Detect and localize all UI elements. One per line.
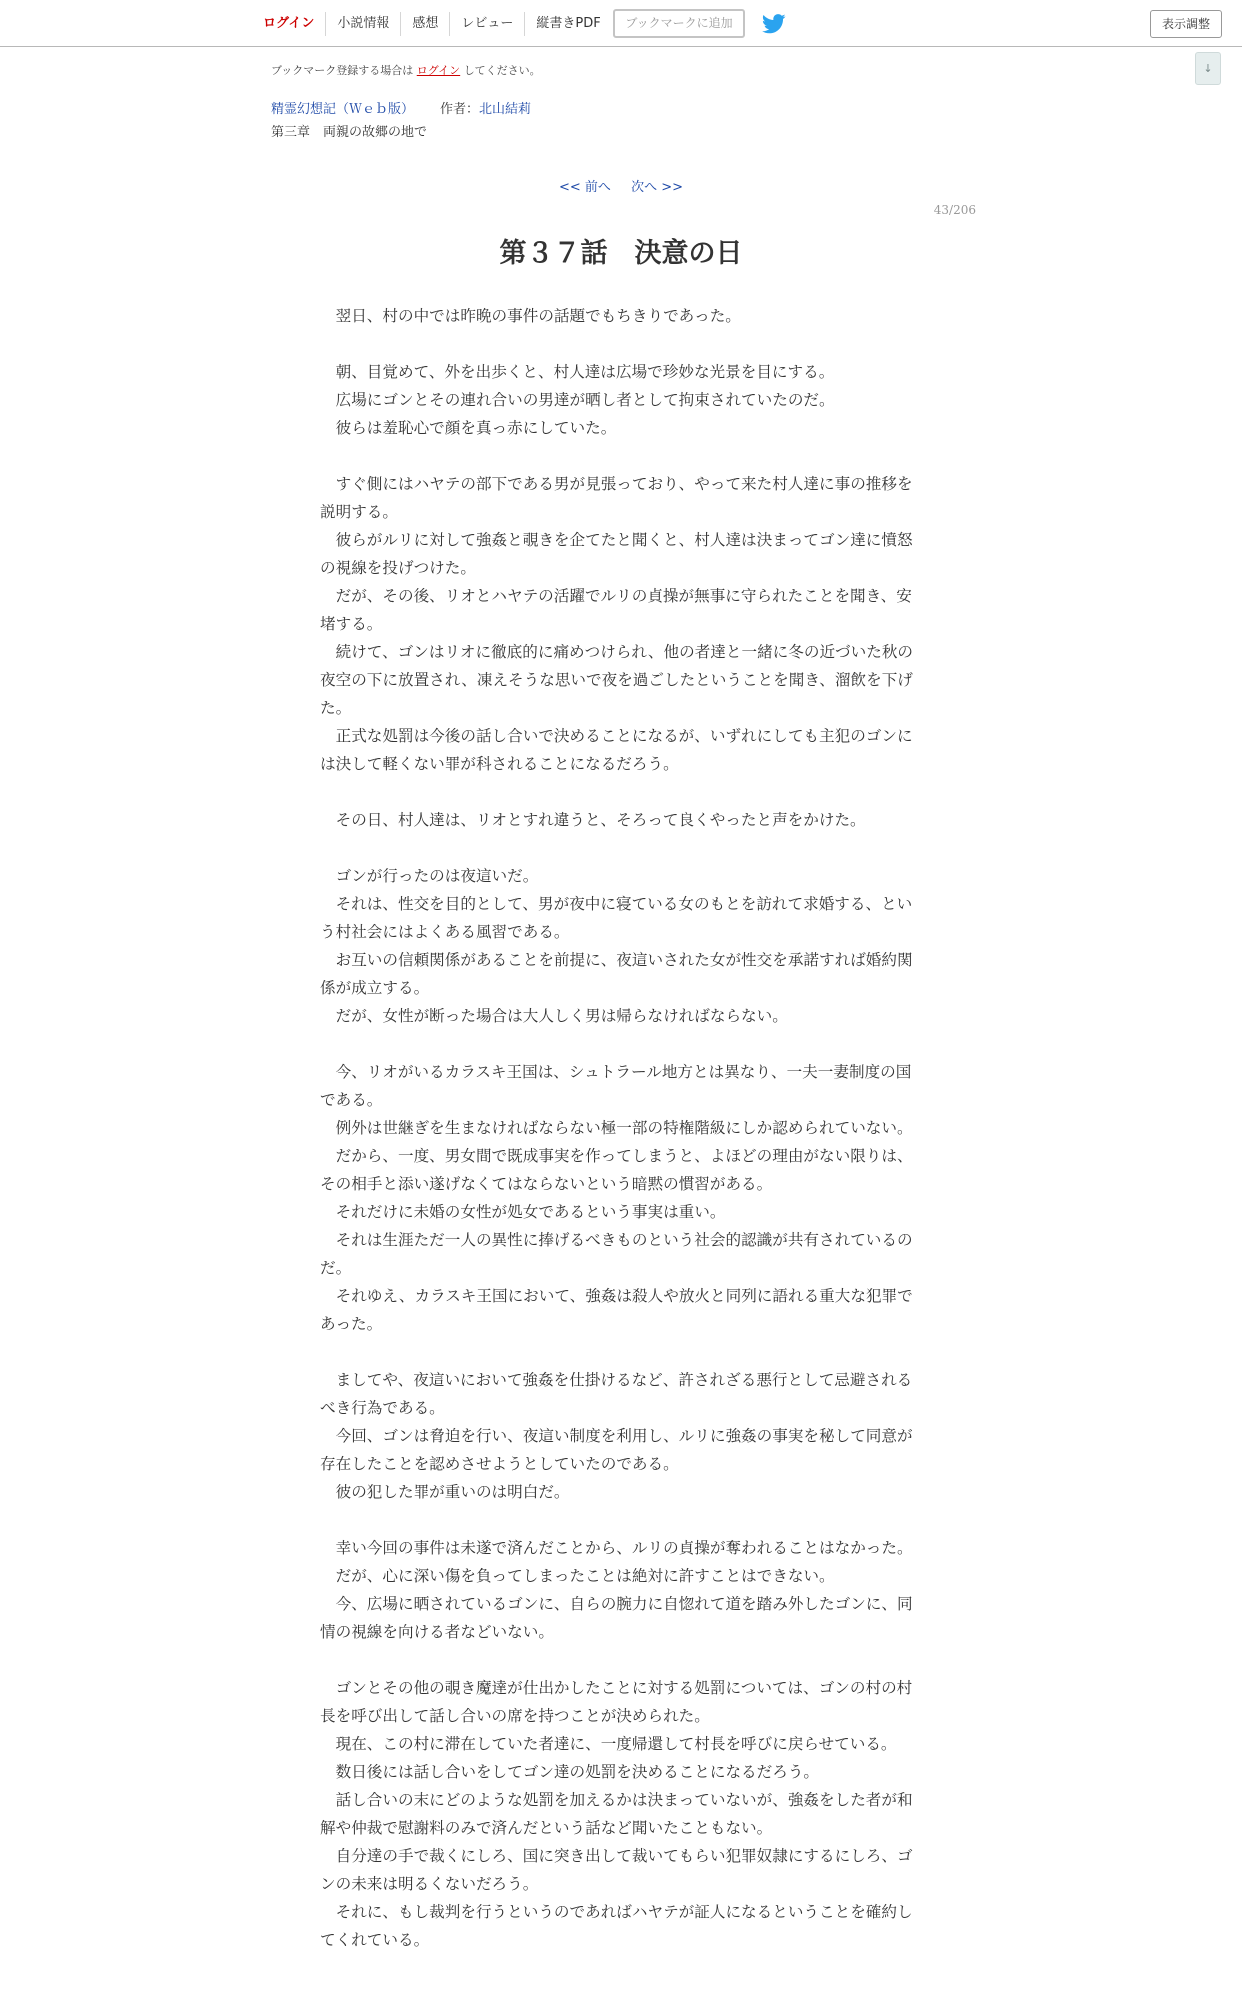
add-bookmark-button[interactable]: ブックマークに追加 (613, 9, 745, 38)
episode-title: 第３７話 決意の日 (499, 238, 743, 269)
body-paragraph: それは生涯ただ一人の異性に捧げるべきものという社会的認識が共有されているのだ。 (320, 1231, 913, 1277)
notice-text-after: してください。 (463, 64, 541, 77)
body-paragraph: それだけに未婚の女性が処女であるという事実は重い。 (320, 1203, 726, 1221)
body-paragraph: 現在、この村に滞在していた者達に、一度帰還して村長を呼びに戻らせている。 (320, 1735, 897, 1753)
twitter-bird-icon[interactable] (762, 14, 786, 34)
nav-novel-info[interactable]: 小説情報 (326, 12, 401, 36)
body-paragraph: だから、一度、男女間で既成事実を作ってしまうと、よほどの理由がない限りは、その相手と添い遂げなくてはならないという暗黙の慣習がある。 (320, 1147, 913, 1193)
body-paragraph: 正式な処罰は今後の話し合いで決めることになるが、いずれにしても主犯のゴンには決して軽くない罪が科されることになるだろう。 (320, 727, 913, 773)
chapter-title: 第三章 両親の故郷の地で (271, 125, 428, 140)
body-paragraph: それゆえ、カラスキ王国において、強姦は殺人や放火と同列に語れる重大な犯罪であった。 (320, 1287, 913, 1333)
body-paragraph: 今回、ゴンは脅迫を行い、夜這い制度を利用し、ルリに強姦の事実を秘して同意が存在したことを認めさせようとしていたのである。 (320, 1427, 913, 1473)
nav-login[interactable]: ログイン (252, 12, 326, 36)
nav-menu (252, 0, 612, 47)
nav-impressions[interactable]: 感想 (401, 12, 450, 36)
body-paragraph: 自分達の手で裁くにしろ、国に突き出して裁いてもらい犯罪奴隷にするにしろ、ゴンの未来は明るくないだろう。 (320, 1847, 913, 1893)
novel-meta (271, 98, 531, 117)
body-paragraph: ゴンとその他の覗き魔達が仕出かしたことに対する処罰については、ゴンの村の村長を呼び出して話し合いの席を持つことが決められた。 (320, 1679, 913, 1725)
top-navbar (0, 0, 1242, 47)
body-paragraph: 続けて、ゴンはリオに徹底的に痛めつけられ、他の者達と一緒に冬の近づいた秋の夜空の下に放置され、凍えそうな思いで夜を過ごしたということを聞き、溜飲を下げた。 (320, 643, 914, 717)
body-paragraph: だが、その後、リオとハヤテの活躍でルリの貞操が無事に守られたことを聞き、安堵する。 (320, 587, 912, 633)
blank-line (320, 442, 916, 470)
notice-login-link[interactable]: ログイン (416, 64, 461, 77)
body-paragraph: 彼らは羞恥心で顔を真っ赤にしていた。 (320, 419, 617, 437)
prev-episode-link[interactable]: << 前へ (559, 180, 611, 195)
nav-review[interactable]: レビュー (450, 12, 525, 36)
episode-counter: 43/206 (933, 203, 976, 217)
body-paragraph: 彼の犯した罪が重いのは明白だ。 (320, 1483, 570, 1501)
body-paragraph: 彼らがルリに対して強姦と覗きを企てたと聞くと、村人達は決まってゴン達に憤怒の視線を投げつけた。 (320, 531, 913, 577)
body-paragraph: だが、心に深い傷を負ってしまったことは絶対に許すことはできない。 (320, 1567, 835, 1585)
body-paragraph: それに、もし裁判を行うというのであればハヤテが証人になるということを確約してくれている。 (320, 1903, 913, 1949)
episode-pager (0, 176, 1242, 195)
body-paragraph: 数日後には話し合いをしてゴン達の処罰を決めることになるだろう。 (320, 1763, 820, 1781)
body-paragraph: それは、性交を目的として、男が夜中に寝ている女のもとを訪れて求婚する、という村社会にはよくある風習である。 (320, 895, 913, 941)
next-episode-link[interactable]: 次へ >> (631, 180, 683, 195)
author-label: 作者： (440, 102, 480, 117)
body-paragraph: 朝、目覚めて、外を出歩くと、村人達は広場で珍妙な光景を目にする。 (320, 363, 835, 381)
blank-line (320, 834, 916, 862)
body-paragraph: 話し合いの末にどのような処罰を加えるかは決まっていないが、強姦をした者が和解や仲裁で慰謝料のみで済んだという話など聞いたこともない。 (320, 1791, 913, 1837)
blank-line (320, 1338, 916, 1366)
body-paragraph: ゴンが行ったのは夜這いだ。 (320, 867, 539, 885)
blank-line (320, 1030, 916, 1058)
novel-title-link[interactable]: 精霊幻想記（Ｗｅｂ版） (271, 102, 415, 117)
bookmark-login-notice (271, 62, 541, 78)
episode-body (320, 302, 916, 1954)
body-paragraph: だが、女性が断った場合は大人しく男は帰らなければならない。 (320, 1007, 788, 1025)
blank-line (320, 778, 916, 806)
body-paragraph: 今、リオがいるカラスキ王国は、シュトラール地方とは異なり、一夫一妻制度の国である。 (320, 1063, 912, 1109)
blank-line (320, 330, 916, 358)
body-paragraph: 広場にゴンとその連れ合いの男達が晒し者として拘束されていたのだ。 (320, 391, 835, 409)
body-paragraph: その日、村人達は、リオとすれ違うと、そろって良くやったと声をかけた。 (320, 811, 866, 829)
body-paragraph: 幸い今回の事件は未遂で済んだことから、ルリの貞操が奪われることはなかった。 (320, 1539, 913, 1557)
body-paragraph: お互いの信頼関係があることを前提に、夜這いされた女が性交を承諾すれば婚約関係が成立する。 (320, 951, 913, 997)
body-paragraph: ましてや、夜這いにおいて強姦を仕掛けるなど、許されざる悪行として忌避されるべき行為である。 (320, 1371, 913, 1417)
body-paragraph: 例外は世継ぎを生まなければならない極一部の特権階級にしか認められていない。 (320, 1119, 913, 1137)
body-paragraph: すぐ側にはハヤテの部下である男が見張っており、やって来た村人達に事の推移を説明する。 (320, 475, 913, 521)
author-link[interactable]: 北山結莉 (479, 102, 532, 117)
blank-line (320, 1506, 916, 1534)
body-paragraph: 今、広場に晒されているゴンに、自らの腕力に自惚れて道を踏み外したゴンに、同情の視線を向ける者などいない。 (320, 1595, 913, 1641)
scroll-down-button[interactable]: ↓ (1195, 52, 1221, 85)
nav-vertical-pdf[interactable]: 縦書きPDF (536, 15, 601, 31)
blank-line (320, 1646, 916, 1674)
display-settings-button[interactable]: 表示調整 (1150, 10, 1222, 38)
notice-text-before: ブックマーク登録する場合は (271, 64, 414, 77)
body-paragraph: 翌日、村の中では昨晩の事件の話題でもちきりであった。 (320, 307, 741, 325)
